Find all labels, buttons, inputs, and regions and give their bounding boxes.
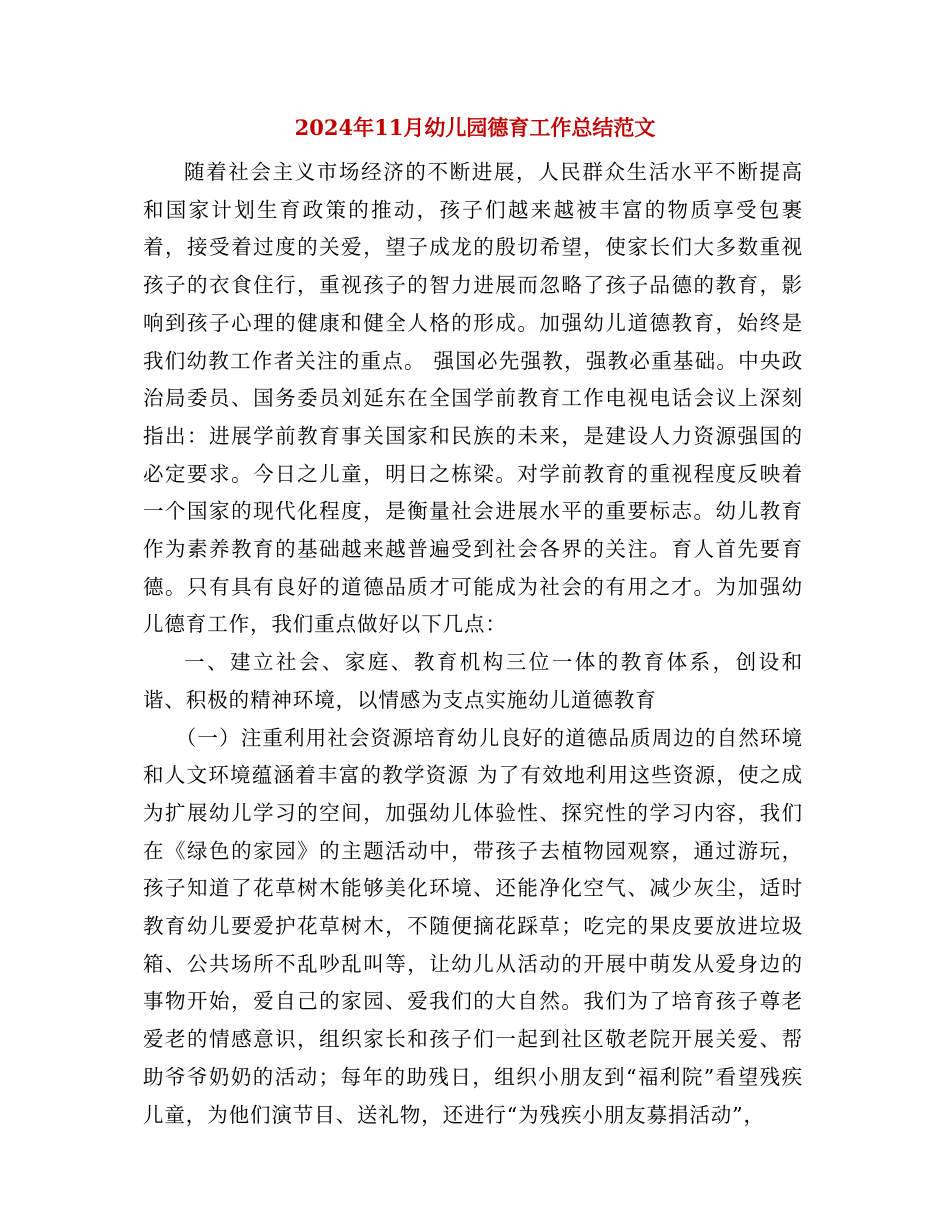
paragraph-subsection: （一）注重利用社会资源培育幼儿良好的道德品质周边的自然环境和人文环境蕴涵着丰富的教学资源 为了有效地利用这些资源，使之成为扩展幼儿学习的空间，加强幼儿体验性、探究性的学习内容，我们在《绿色的家园》的主题活动中，带孩子去植物园观察，通过游玩，孩子知道了花草树木能够美化环境、还能净化空气、减少灰尘，适时教育幼儿要爱护花草树木，不随便摘花踩草；吃完的果皮要放进垃圾箱、公共场所不乱吵乱叫等，让幼儿从活动的开展中萌发从爱身边的事物开始，爱自己的家园、爱我们的大自然。我们为了培育孩子尊老爱老的情感意识，组织家长和孩子们一起到社区敬老院开展关爱、帮助爷爷奶奶的活动；每年的助残日，组织小朋友到“福利院”看望残疾儿童，为他们演节目、送礼物，还进行“为残疾小朋友募捐活动”， xyxy=(143,725,803,1127)
paragraph-section-heading: 一、建立社会、家庭、教育机构三位一体的教育体系，创设和谐、积极的精神环境，以情感为支点实施幼儿道德教育 xyxy=(143,650,803,712)
document-body xyxy=(143,154,803,1134)
document-title: 2024年11月幼儿园德育工作总结范文 xyxy=(294,115,656,140)
paragraph-intro: 随着社会主义市场经济的不断进展，人民群众生活水平不断提高和国家计划生育政策的推动，孩子们越来越被丰富的物质享受包裹着，接受着过度的关爱，望子成龙的殷切希望，使家长们大多数重视孩子的衣食住行，重视孩子的智力进展而忽略了孩子品德的教育，影响到孩子心理的健康和健全人格的形成。加强幼儿道德教育，始终是我们幼教工作者关注的重点。 强国必先强教，强教必重基础。中央政治局委员、国务委员刘延东在全国学前教育工作电视电话会议上深刻指出：进展学前教育事关国家和民族的未来，是建设人力资源强国的必定要求。今日之儿童，明日之栋梁。对学前教育的重视程度反映着一个国家的现代化程度，是衡量社会进展水平的重要标志。幼儿教育作为素养教育的基础越来越普遍受到社会各界的关注。育人首先要育德。只有具有良好的道德品质才可能成为社会的有用之才。为加强幼儿德育工作，我们重点做好以下几点： xyxy=(143,160,803,637)
